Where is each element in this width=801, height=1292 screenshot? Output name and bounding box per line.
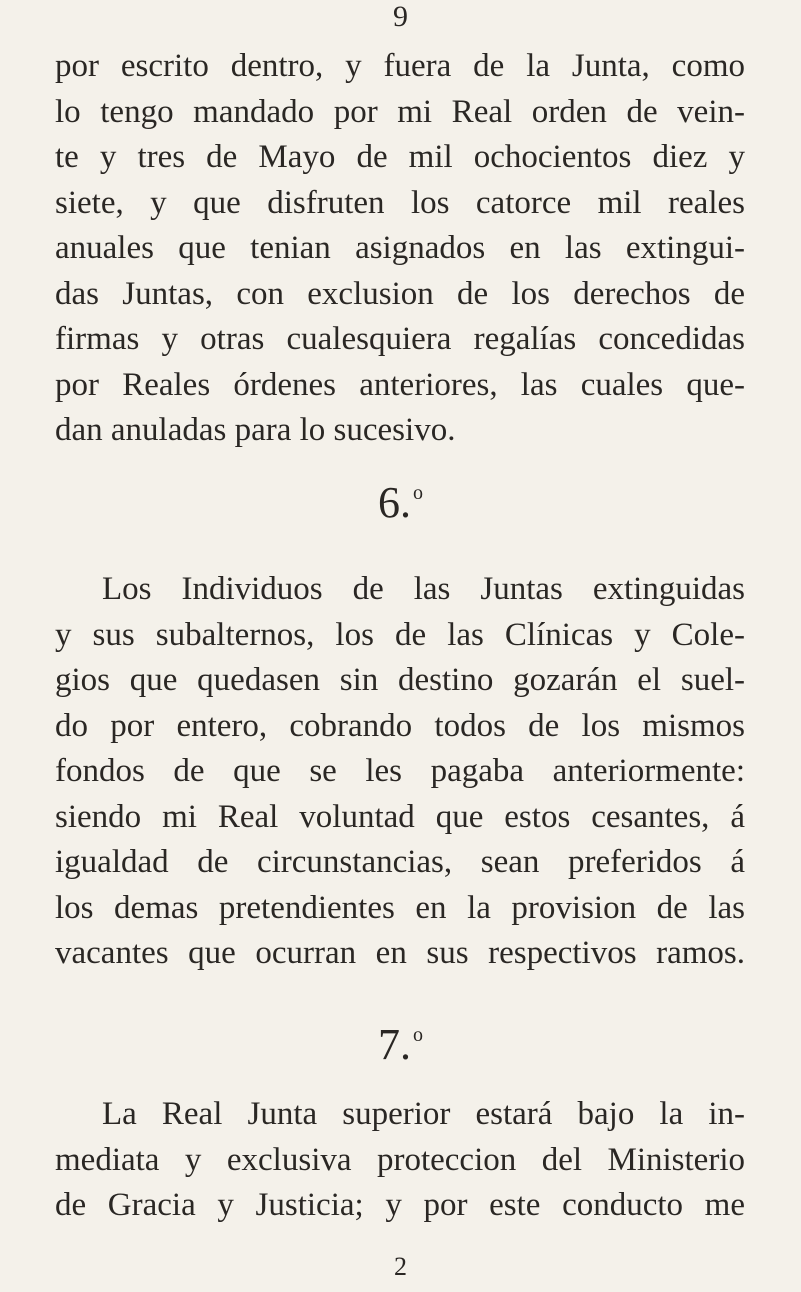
text-line: mediata y exclusiva proteccion del Ministerio bbox=[55, 1141, 745, 1178]
section-heading-6 bbox=[0, 468, 801, 528]
text-line: Los Individuos de las Juntas extinguidas bbox=[102, 571, 745, 607]
text-line: das Juntas, con exclusion de los derechos de bbox=[55, 275, 745, 312]
paragraph-article-6 bbox=[55, 567, 745, 977]
text-line: los demas pretendientes en la provision de las bbox=[55, 889, 745, 926]
paragraph-article-7 bbox=[55, 1092, 745, 1229]
ordinal-mark: o bbox=[413, 482, 423, 504]
signature-mark: 2 bbox=[394, 1252, 407, 1281]
text-line: firmas y otras cualesquiera regalías concedidas bbox=[55, 321, 745, 357]
text-line: y sus subalternos, los de las Clínicas y Cole- bbox=[55, 616, 745, 653]
text-line: vacantes que ocurran en sus respectivos ramos. bbox=[55, 935, 745, 971]
text-line: siete, y que disfruten los catorce mil reales bbox=[55, 184, 745, 221]
text-line: te y tres de Mayo de mil ochocientos diez y bbox=[55, 139, 745, 175]
text-line: anuales que tenian asignados en las extingui- bbox=[55, 230, 745, 266]
text-line: por escrito dentro, y fuera de la Junta, como bbox=[55, 48, 745, 84]
text-line: dan anuladas para lo sucesivo. bbox=[55, 412, 456, 448]
section-heading-7 bbox=[0, 1010, 801, 1070]
page-number: 9 bbox=[393, 0, 408, 33]
text-line: gios que quedasen sin destino gozarán el suel- bbox=[55, 662, 745, 698]
text-line: siendo mi Real voluntad que estos cesantes, á bbox=[55, 798, 745, 835]
text-line: de Gracia y Justicia; y por este conducto me bbox=[55, 1187, 745, 1223]
text-line: do por entero, cobrando todos de los mismos bbox=[55, 707, 745, 744]
text-line: lo tengo mandado por mi Real orden de vein- bbox=[55, 93, 745, 130]
text-line: por Reales órdenes anteriores, las cuales que- bbox=[55, 366, 745, 403]
text-line: La Real Junta superior estará bajo la in- bbox=[102, 1096, 745, 1132]
section-number: 7. bbox=[378, 1020, 411, 1069]
ordinal-mark: o bbox=[413, 1024, 423, 1046]
text-line: igualdad de circunstancias, sean preferidos á bbox=[55, 844, 745, 880]
text-line: fondos de que se les pagaba anteriormente: bbox=[55, 753, 745, 789]
section-number: 6. bbox=[378, 478, 411, 527]
paragraph-article-5-continuation bbox=[55, 44, 745, 454]
